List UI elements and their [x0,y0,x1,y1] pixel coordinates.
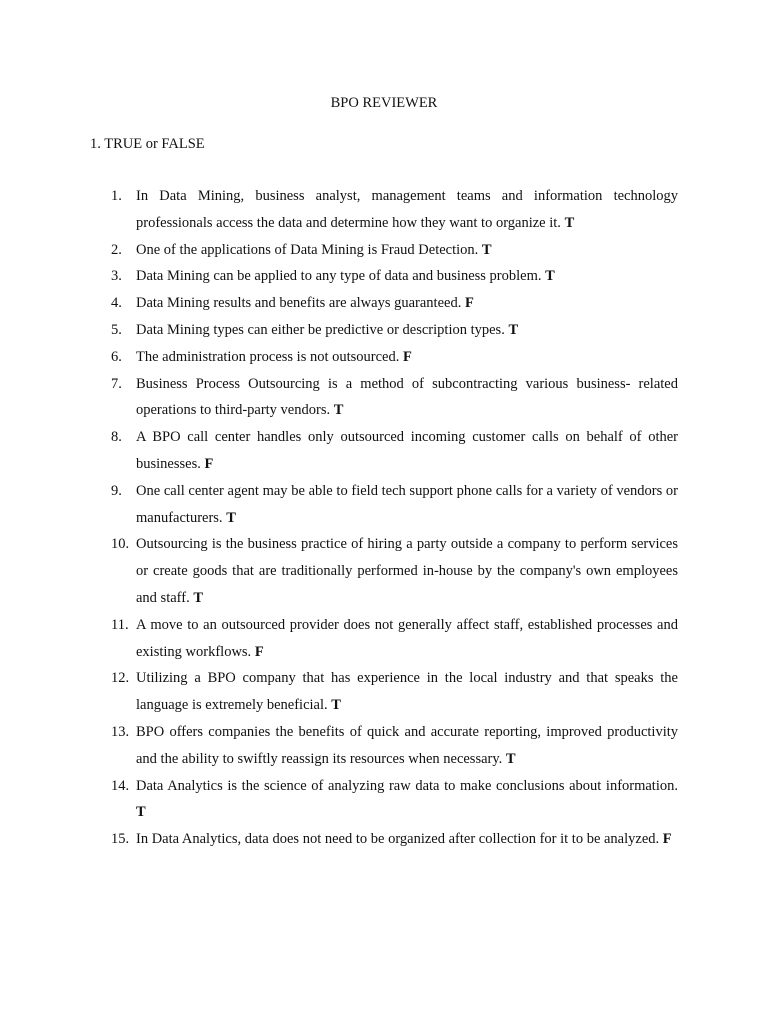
question-number: 8. [111,429,122,446]
question-answer: F [464,295,474,312]
question-number: 14. [111,777,130,794]
question-answer: T [508,321,519,338]
question-item [111,237,678,264]
question-answer: T [564,214,575,231]
question-item [111,290,678,317]
question-answer: T [545,268,555,285]
question-text: In Data Analytics, data does not need to be organized after collection for it to be analyzed. [136,831,660,848]
question-item [111,478,678,532]
question-answer: T [136,804,146,821]
question-text: A BPO call center handles only outsourced incoming customer calls on behalf of other businesses. [136,429,678,472]
question-item [111,344,678,371]
section-heading: 1. TRUE or FALSE [90,136,205,152]
question-item [111,826,678,853]
question-number: 4. [111,295,122,312]
question-item [111,263,678,290]
question-number: 9. [111,482,122,499]
question-answer: F [254,643,264,660]
question-text: A move to an outsourced provider does not generally affect staff, established processes and existing workflows. [136,616,678,660]
question-list [111,183,678,853]
question-item [111,612,678,666]
question-item [111,371,678,425]
question-number: 6. [111,348,122,365]
question-number: 12. [111,670,130,687]
question-text: One of the applications of Data Mining is Fraud Detection. [136,241,479,258]
question-answer: T [193,589,203,606]
question-number: 13. [111,723,130,740]
question-answer: F [662,831,672,848]
question-answer: T [505,750,516,767]
question-text: BPO offers companies the benefits of quick and accurate reporting, improved productivity and the ability to swiftly reassign its resources when necessary. [136,723,678,767]
question-answer: F [204,455,214,472]
question-answer: T [481,241,492,258]
question-answer: F [403,348,412,365]
question-text: One call center agent may be able to field tech support phone calls for a variety of vendors or manufacturers. [136,482,678,526]
question-item [111,773,678,827]
question-text: Data Mining types can either be predictive or description types. [136,321,505,338]
question-text: In Data Mining, business analyst, management teams and information technology professionals access the data and determine how they want to organize it. [136,188,678,231]
question-number: 10. [111,536,130,553]
question-text: Data Analytics is the science of analyzing raw data to make conclusions about information. [136,777,678,794]
question-number: 3. [111,268,122,285]
question-number: 2. [111,241,122,258]
question-item [111,424,678,478]
question-item [111,665,678,719]
question-number: 1. [111,188,122,204]
question-item [111,317,678,344]
question-answer: T [333,402,344,419]
question-item [111,531,678,611]
document-title: BPO REVIEWER [330,95,438,111]
question-item [111,183,678,237]
question-item [111,719,678,773]
question-answer: T [331,697,341,714]
question-text: Utilizing a BPO company that has experience in the local industry and that speaks the language is extremely beneficial. [136,670,678,714]
question-text: The administration process is not outsourced. [136,348,400,365]
question-number: 11. [111,616,129,633]
question-number: 15. [111,831,130,848]
question-answer: T [226,509,236,526]
question-text: Data Mining can be applied to any type of data and business problem. [136,268,542,285]
question-number: 7. [111,375,122,392]
question-text: Business Process Outsourcing is a method of subcontracting various business- related operations to third-party vendors. [136,375,678,419]
question-text: Outsourcing is the business practice of hiring a party outside a company to perform services or create goods that are traditionally performed in-house by the company's own employees and staff. [136,536,678,606]
question-text: Data Mining results and benefits are always guaranteed. [136,295,462,312]
question-number: 5. [111,321,122,338]
